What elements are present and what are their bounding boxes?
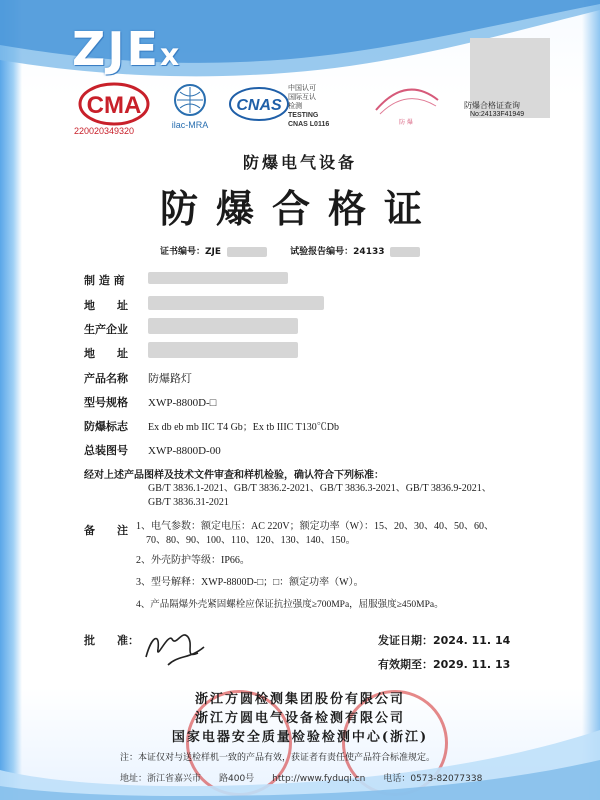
report-number-label: 试验报告编号：24133: [290, 247, 385, 257]
signature-image: [138, 625, 218, 670]
cnas-logo-icon: [228, 84, 290, 124]
cma-logo-icon: [78, 80, 150, 130]
redacted-block: [148, 296, 324, 310]
issue-date: 发证日期：2024. 11. 14: [378, 634, 511, 647]
field-producer: 生产企业: [84, 323, 128, 336]
standards-list: GB/T 3836.1-2021、GB/T 3836.2-2021、GB/T 3836.3-2021、GB/T 3836.9-2021、 GB/T 3836.31-2021: [148, 483, 492, 508]
document-title: 防爆合格证: [159, 186, 440, 231]
svg-text:CMA: CMA: [86, 92, 142, 119]
redacted-block: [148, 318, 298, 334]
issuer-name: 国家电器安全质量检验检测中心(浙江): [171, 730, 429, 745]
brand-logo: ZJEx: [72, 22, 182, 76]
issuer-name: 浙江方圆电气设备检测有限公司: [194, 711, 405, 726]
redacted-block: [390, 247, 420, 257]
field-drawing-number: 总装图号 XWP-8800D-00: [84, 444, 221, 457]
field-address-1: 地 址: [84, 299, 128, 312]
cnas-text: 中国认可 国际互认 检测 TESTING CNAS L0116: [288, 85, 330, 128]
qr-label: 防爆合格证查询: [464, 101, 520, 110]
svg-text:CNAS: CNAS: [236, 97, 282, 114]
remarks-list: [136, 520, 536, 612]
lab-mark-icon: [366, 80, 446, 128]
document-subtitle: 防爆电气设备: [242, 153, 357, 172]
left-border-decoration: [0, 0, 22, 800]
remark-item: 1、电气参数：额定电压：AC 220V；额定功率（W）：15、20、30、40、50、60、: [136, 521, 495, 532]
field-manufacturer: 制 造 商: [84, 274, 125, 287]
remark-item: 70、80、90、100、110、120、130、140、150。: [146, 535, 356, 546]
field-model: 型号规格 XWP-8800D-□: [84, 396, 217, 409]
qr-number: No:24133F41949: [470, 111, 525, 118]
redacted-block: [148, 272, 288, 284]
certificate-number-label: 证书编号：ZJE: [160, 247, 222, 257]
remarks-label: 备 注: [84, 524, 128, 537]
ilac-mra-logo-icon: [160, 82, 220, 132]
remark-item: 4、产品隔爆外壳紧固螺栓应保证抗拉强度≥700MPa，屈服强度≥450MPa。: [136, 600, 444, 610]
issuer-name: 浙江方圆检测集团股份有限公司: [194, 692, 405, 707]
certificate-numbers: [160, 244, 426, 257]
field-ex-mark: 防爆标志 Ex db eb mb IIC T4 Gb；Ex tb IIIC T130℃Db: [84, 420, 340, 433]
remark-item: 3、型号解释：XWP-8800D-□；□：额定功率（W）。: [136, 577, 364, 588]
footer-address: 地址：浙江省嘉兴市 路400号 http://www.fyduqi.cn 电话：0573-82077338: [120, 774, 483, 784]
field-address-2: 地 址: [84, 347, 128, 360]
footnote: 注：本证仅对与送检样机一致的产品有效，获证者有责任使产品符合标准规定。: [120, 753, 436, 763]
redacted-block: [148, 342, 298, 358]
svg-text:ilac-MRA: ilac-MRA: [171, 120, 209, 130]
approval-label: 批 准：: [84, 634, 139, 647]
valid-until-date: 有效期至：2029. 11. 13: [378, 658, 511, 671]
cma-number: 220020349320: [74, 126, 135, 136]
standards-intro: 经对上述产品图样及技术文件审查和样机检验，确认符合下列标准：: [84, 470, 384, 481]
svg-text:防 爆: 防 爆: [399, 120, 413, 126]
redacted-block: [227, 247, 267, 257]
remark-item: 2、外壳防护等级：IP66。: [136, 555, 250, 566]
field-product-name: 产品名称 防爆路灯: [84, 372, 192, 385]
right-border-decoration: [582, 0, 600, 800]
